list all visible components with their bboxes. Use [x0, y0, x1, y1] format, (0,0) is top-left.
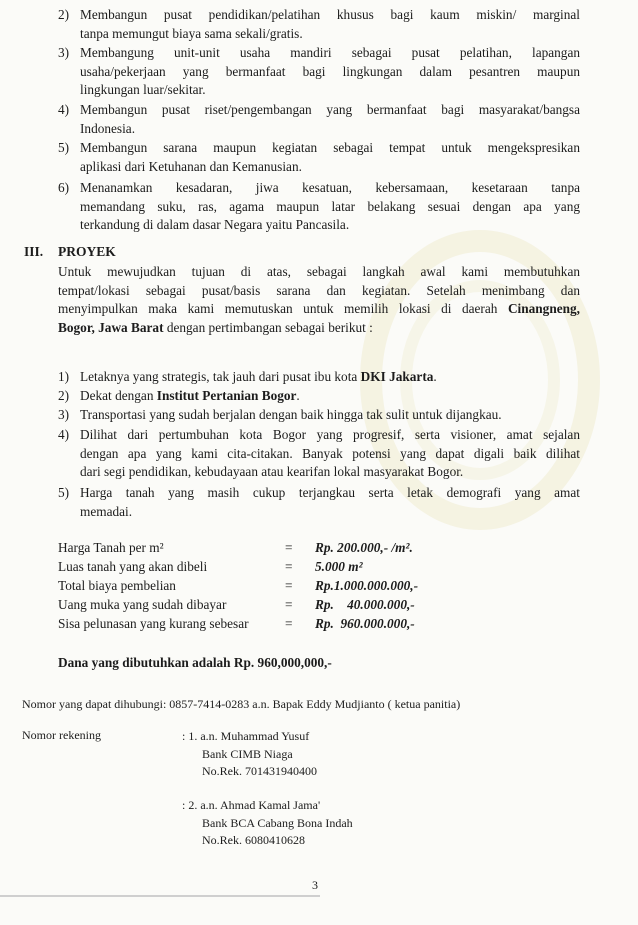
- list-number: 5): [58, 140, 70, 155]
- account-1: : 1. a.n. Muhammad Yusuf Bank CIMB Niaga No.Rek. 701431940400: [182, 729, 317, 778]
- list-item: Letaknya yang strategis, tak jauh dari pusat ibu kota DKI Jakarta.: [80, 369, 437, 384]
- cost-row: Total biaya pembelian = Rp.1.000.000.000,-: [58, 578, 419, 593]
- list-item: Transportasi yang sudah berjalan dengan baik hingga tak sulit untuk dijangkau.: [80, 407, 502, 422]
- list-item: Membangun sarana maupun kegiatan sebagai tempat untuk mengekspresikan aplikasi dari Ketuhanan dan Kemanusian.: [80, 140, 580, 174]
- list-item: Membangung unit-unit usaha mandiri sebagai pusat pelatihan, lapangan usaha/pekerjaan yang bermanfaat bagi lingkungan dalam pesantren maupun lingkungan luar/sekitar.: [80, 45, 580, 98]
- cost-row: Luas tanah yang akan dibeli = 5.000 m²: [58, 559, 363, 574]
- cost-row: Sisa pelunasan yang kurang sebesar = Rp. 960.000.000,-: [58, 616, 415, 631]
- cost-row: Uang muka yang sudah dibayar = Rp. 40.000.000,-: [58, 597, 415, 612]
- account-2: : 2. a.n. Ahmad Kamal Jama' Bank BCA Cabang Bona Indah No.Rek. 6080410628: [182, 798, 353, 847]
- list-number: 6): [58, 180, 70, 195]
- cost-row: Harga Tanah per m² = Rp. 200.000,- /m².: [58, 540, 413, 555]
- list-item: Harga tanah yang masih cukup terjangkau serta letak demografi yang amat memadai.: [80, 485, 580, 519]
- list-item: Menanamkan kesadaran, jiwa kesatuan, kebersamaan, kesetaraan tanpa memandang suku, ras, agama maupun latar belakang sesuai dengan apa yang terkandung di dalam dasar Negara yaitu Pancasila.: [80, 180, 580, 233]
- list-number: 3): [58, 45, 70, 60]
- page-number: 3: [312, 878, 318, 892]
- funds-needed: Dana yang dibutuhkan adalah Rp. 960,000,000,-: [58, 655, 332, 670]
- list-item: Dekat dengan Institut Pertanian Bogor.: [80, 388, 300, 403]
- list-number: 4): [58, 102, 70, 117]
- list-number: 4): [58, 427, 70, 442]
- section-title: PROYEK: [58, 244, 116, 259]
- scan-edge: [0, 895, 320, 897]
- list-number: 5): [58, 485, 70, 500]
- account-label: Nomor rekening: [22, 728, 101, 742]
- list-item: Membangun pusat riset/pengembangan yang bermanfaat bagi masyarakat/bangsa Indonesia.: [80, 102, 580, 136]
- section-number: III.: [24, 244, 44, 259]
- list-number: 2): [58, 7, 70, 22]
- list-number: 2): [58, 388, 70, 403]
- list-number: 1): [58, 369, 70, 384]
- contact-line: Nomor yang dapat dihubungi: 0857-7414-0283 a.n. Bapak Eddy Mudjianto ( ketua panitia): [22, 697, 461, 711]
- intro-paragraph: Untuk mewujudkan tujuan di atas, sebagai langkah awal kami membutuhkan tempat/lokasi sebagai pusat/basis sarana dan kegiatan. Setelah menimbang dan menyimpulkan maka kami memutuskan untuk memilih lokasi di daerah Cinangneng, Bogor, Jawa Barat dengan pertimbangan sebagai berikut :: [58, 264, 580, 335]
- list-item: Membangun pusat pendidikan/pelatihan khusus bagi kaum miskin/ marginal tanpa memungut biaya sama sekali/gratis.: [80, 7, 580, 41]
- list-item: Dilihat dari pertumbuhan kota Bogor yang progresif, serta visioner, amat sejalan dengan apa yang kami cita-citakan. Banyak potensi yang dapat digali baik dilihat dari segi pendidikan, kebudayaan atau kearifan lokal masyarakat Bogor.: [80, 427, 580, 480]
- list-number: 3): [58, 407, 70, 422]
